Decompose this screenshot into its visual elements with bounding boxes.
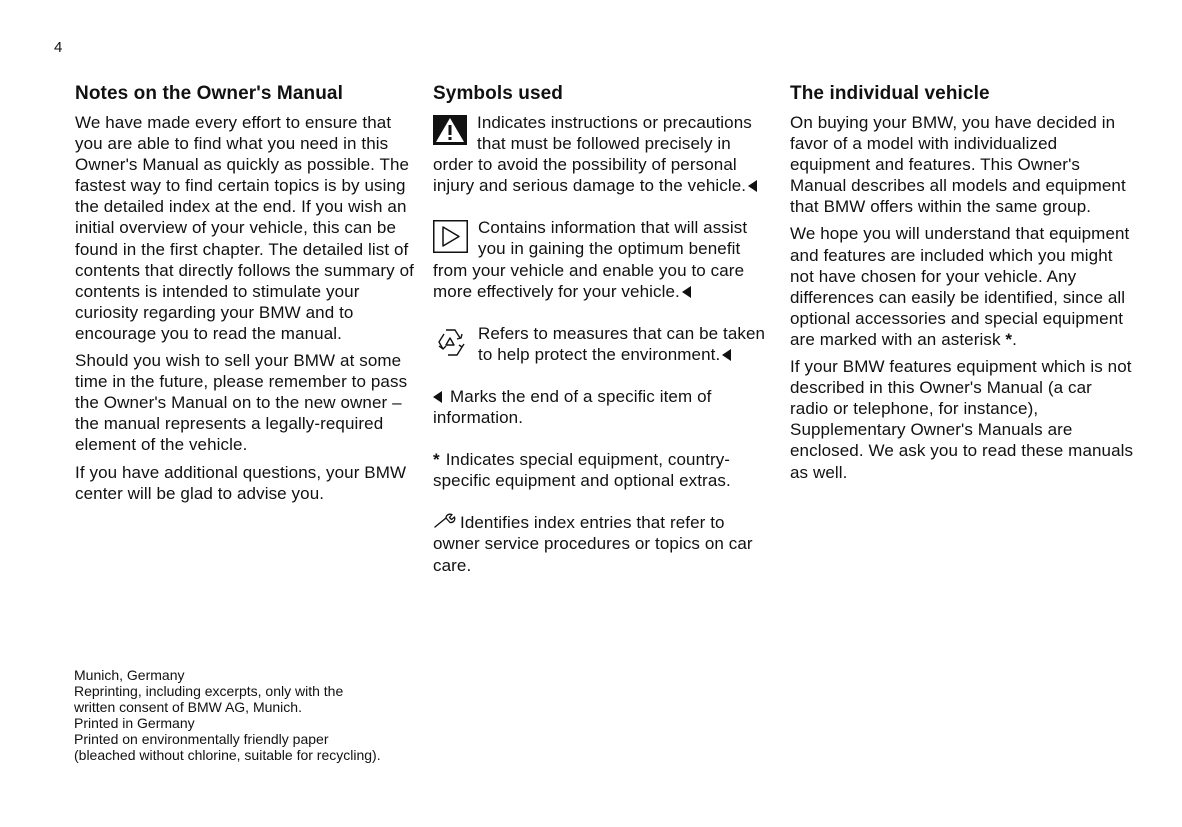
symbol-item-environment	[433, 323, 773, 365]
vehicle-paragraph: On buying your BMW, you have decided in favor of a model with individualized equipment and features. This Owner's Manual describes all models and equipment that BMW offers within the same group.	[790, 113, 1126, 217]
notes-section	[75, 82, 420, 510]
imprint-line: written consent of BMW AG, Munich.	[74, 699, 302, 715]
imprint-line: Reprinting, including excerpts, only with the	[74, 683, 344, 699]
recycling-icon	[433, 326, 468, 360]
vehicle-heading: The individual vehicle	[790, 83, 990, 104]
symbols-heading: Symbols used	[433, 83, 564, 104]
symbol-item-information	[433, 217, 773, 301]
end-mark-icon	[682, 286, 691, 298]
page-number: 4	[54, 39, 63, 56]
symbol-text: Indicates special equipment, country-specific equipment and optional extras.	[433, 450, 731, 491]
symbol-item-wrench	[433, 512, 773, 575]
notes-paragraph: Should you wish to sell your BMW at some time in the future, please remember to pass the Owner's Manual on to the new owner – the manual represents a legally-required element of the vehicle.	[75, 351, 408, 455]
period: .	[1012, 329, 1017, 349]
vehicle-paragraph-text: We hope you will understand that equipment and features are included which you might not have chosen for your vehicle. Any differences can easily be identified, since all optional accessories and special equipment are marked with an asterisk	[790, 224, 1130, 349]
wrench-icon	[433, 513, 457, 529]
imprint-line: Printed in Germany	[74, 715, 195, 731]
imprint-line: Printed on environmentally friendly paper	[74, 731, 329, 747]
notes-paragraph: We have made every effort to ensure that you are able to find what you need in this Owner's Manual as quickly as possible. The fastest way to find certain topics is by using the detailed index at the end. If you wish an initial overview of your vehicle, this can be found in the first chapter. The detailed list of contents that directly follows the summary of contents is intended to stimulate your curiosity regarding your BMW and to encourage you to read the manual.	[75, 113, 414, 343]
symbol-text: Indicates instructions or precautions that must be followed precisely in order to avoid the possibility of personal injury and serious damage to the vehicle.	[433, 113, 752, 196]
imprint	[74, 667, 444, 763]
asterisk-symbol: *	[433, 450, 440, 470]
symbol-item-asterisk	[433, 449, 773, 491]
symbol-text: Refers to measures that can be taken to help protect the environment.	[478, 323, 766, 364]
notes-paragraph: If you have additional questions, your BMW center will be glad to advise you.	[75, 462, 407, 503]
symbol-text: Identifies index entries that refer to owner service procedures or topics on car care.	[433, 513, 753, 575]
information-arrow-icon	[433, 220, 468, 253]
symbol-item-warning	[433, 112, 773, 196]
vehicle-section	[790, 82, 1135, 489]
warning-triangle-icon	[433, 115, 467, 145]
vehicle-paragraph: If your BMW features equipment which is not described in this Owner's Manual (a car radio or telephone, for instance), Supplementary Owner's Manuals are enclosed. We ask you to read these manuals as well.	[790, 357, 1134, 482]
symbol-item-end-mark	[433, 386, 773, 428]
end-mark-icon	[433, 391, 442, 403]
vehicle-paragraph	[790, 223, 1135, 350]
symbol-text: Marks the end of a specific item of information.	[433, 386, 712, 428]
symbols-section	[433, 82, 773, 597]
imprint-line: Munich, Germany	[74, 667, 185, 683]
end-mark-icon	[748, 180, 757, 192]
end-mark-icon	[722, 349, 731, 361]
imprint-line: (bleached without chlorine, suitable for recycling).	[74, 747, 381, 763]
asterisk-symbol: *	[1005, 329, 1013, 349]
notes-heading: Notes on the Owner's Manual	[75, 83, 343, 104]
symbol-text: Contains information that will assist you in gaining the optimum benefit from your vehicle and enable you to care more effectively for your vehicle.	[433, 218, 748, 301]
